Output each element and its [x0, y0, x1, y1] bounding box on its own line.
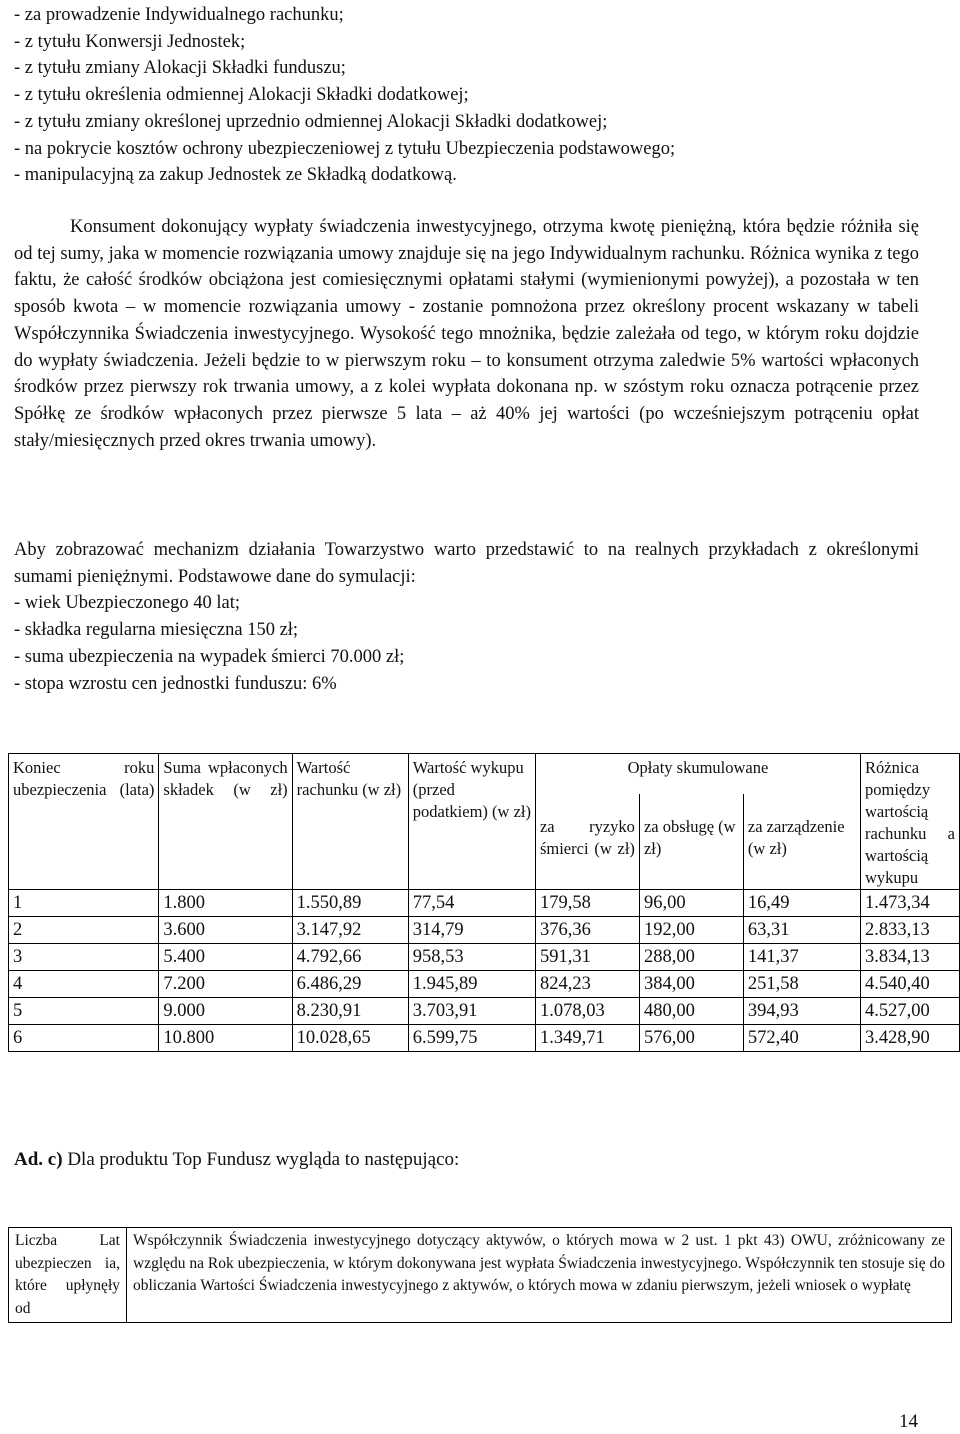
table-cell: 384,00 [639, 971, 743, 998]
list-item: - wiek Ubezpieczonego 40 lat; [14, 593, 241, 614]
table-cell: 251,58 [743, 971, 860, 998]
table-cell: 9.000 [159, 998, 292, 1025]
coefficient-table [8, 1227, 952, 1323]
table-cell: 8.230,91 [292, 998, 408, 1025]
table-cell: 591,31 [535, 944, 639, 971]
header-sum: Suma wpłaconych składek (w zł) [159, 754, 292, 890]
table-cell: 179,58 [535, 890, 639, 917]
table-cell: 3.703,91 [408, 998, 535, 1025]
table-cell: 824,23 [535, 971, 639, 998]
table-cell: 63,31 [743, 917, 860, 944]
table-cell: 1.800 [159, 890, 292, 917]
table-cell: 16,49 [743, 890, 860, 917]
table-row [9, 944, 960, 971]
table-cell: 572,40 [743, 1025, 860, 1052]
table-row [9, 998, 960, 1025]
table-cell: 4 [9, 971, 159, 998]
table-cell: 3.147,92 [292, 917, 408, 944]
section-heading-text: Dla produktu Top Fundusz wygląda to następująco: [62, 1149, 460, 1170]
table-row [9, 917, 960, 944]
header-fee-risk: za ryzyko śmierci (w zł) [535, 794, 639, 890]
table-cell: 2.833,13 [861, 917, 960, 944]
table-cell: 1.550,89 [292, 890, 408, 917]
table-cell: 6 [9, 1025, 159, 1052]
table-cell: 6.599,75 [408, 1025, 535, 1052]
section-heading [14, 1147, 459, 1173]
table-cell: 1 [9, 890, 159, 917]
list-item: - z tytułu zmiany Alokacji Składki funduszu; [14, 58, 346, 79]
table-cell: 376,36 [535, 917, 639, 944]
table-cell: 3.600 [159, 917, 292, 944]
simulation-intro: Aby zobrazować mechanizm działania Towarzystwo warto przedstawić to na realnych przykładach z określonymi sumami pieniężnymi. Podstawowe dane do symulacji: [14, 540, 919, 587]
list-item: - na pokrycie kosztów ochrony ubezpieczeniowej z tytułu Ubezpieczenia podstawowego; [14, 138, 676, 159]
page-number: 14 [899, 1411, 918, 1432]
table-cell: 394,93 [743, 998, 860, 1025]
table-cell: 3 [9, 944, 159, 971]
header-account: Wartość rachunku (w zł) [292, 754, 408, 890]
table-cell: 3.428,90 [861, 1025, 960, 1052]
table-cell: 5 [9, 998, 159, 1025]
header-fee-service: za obsługę (w zł) [639, 794, 743, 890]
fee-list [14, 2, 944, 189]
paragraph-withdrawal: Konsument dokonujący wypłaty świadczenia inwestycyjnego, otrzyma kwotę pieniężną, która będzie różniła się od tej sumy, jaka w momencie rozwiązania umowy znajduje się na jego Indywidualnym rachunku. Różnica wynika z tego faktu, że całość środków obciążona jest comiesięcznymi opłatami stałymi (wymienionymi powyżej), a pozostała w ten sposób kwota – w momencie rozwiązania umowy - zostanie pomnożona przez określony procent wskazany w tabeli Współczynnika Świadczenia inwestycyjnego. Wysokość tego mnożnika, będzie zależała od tego, w którym roku dojdzie do wypłaty świadczenia. Jeżeli będzie to w pierwszym roku – to konsument otrzyma zaledwie 5% wartości wpłaconych środków przez pierwszy rok trwania umowy, a z kolei wypłata dokonana np. w szóstym roku oznacza potrącenie przez Spółkę ze środków wpłaconych przez pierwsze 5 lata – aż 40% jej wartości (po wcześniejszym potrąceniu opłat stały/miesięcznych przed okres trwania umowy). [14, 217, 919, 451]
list-item: - manipulacyjną za zakup Jednostek ze Składką dodatkową. [14, 165, 457, 186]
simulation-table [8, 753, 960, 1052]
table-cell: 1.473,34 [861, 890, 960, 917]
header-year: Koniec roku ubezpieczenia (lata) [9, 754, 159, 890]
list-item: - za prowadzenie Indywidualnego rachunku; [14, 5, 344, 25]
table-cell: 192,00 [639, 917, 743, 944]
table-row [9, 890, 960, 917]
table-cell: 10.028,65 [292, 1025, 408, 1052]
table-cell: 3.834,13 [861, 944, 960, 971]
table-cell: 314,79 [408, 917, 535, 944]
table-cell: 141,37 [743, 944, 860, 971]
header-years-elapsed: Liczba Lat ubezpieczen ia, które upłynęły od [9, 1228, 127, 1323]
list-item: - składka regularna miesięczna 150 zł; [14, 620, 299, 641]
table-cell: 4.540,40 [861, 971, 960, 998]
table-cell: 1.078,03 [535, 998, 639, 1025]
table-cell: 4.792,66 [292, 944, 408, 971]
table-cell: 1.945,89 [408, 971, 535, 998]
table-cell: 576,00 [639, 1025, 743, 1052]
table-cell: 4.527,00 [861, 998, 960, 1025]
table-cell: 6.486,29 [292, 971, 408, 998]
list-item: - stopa wzrostu cen jednostki funduszu: 6% [14, 673, 337, 694]
table-cell: 958,53 [408, 944, 535, 971]
header-fee-mgmt: za zarządzenie (w zł) [743, 794, 860, 890]
table-row [9, 1025, 960, 1052]
header-coefficient-description: Współczynnik Świadczenia inwestycyjnego dotyczący aktywów, o których mowa w 2 ust. 1 pkt 43) OWU, zróżnicowany ze względu na Rok ubezpieczenia, w którym dokonywana jest wypłata Świadczenia inwestycyjnego. Współczynnik ten stosuje się do obliczania Wartości Świadczenia inwestycyjnego z aktywów, o których mowa w zdaniu pierwszym, jeżeli wniosek o wypłatę [127, 1228, 952, 1323]
table-cell: 77,54 [408, 890, 535, 917]
table-cell: 5.400 [159, 944, 292, 971]
table-row [9, 971, 960, 998]
paragraph-simulation [14, 537, 919, 697]
list-item: - suma ubezpieczenia na wypadek śmierci 70.000 zł; [14, 646, 405, 667]
table-cell: 1.349,71 [535, 1025, 639, 1052]
list-item: - z tytułu określenia odmiennej Alokacji Składki dodatkowej; [14, 85, 469, 106]
list-item: - z tytułu zmiany określonej uprzednio odmiennej Alokacji Składki dodatkowej; [14, 111, 608, 132]
header-buyout: Wartość wykupu (przed podatkiem) (w zł) [408, 754, 535, 890]
header-fees-group: Opłaty skumulowane [535, 754, 860, 794]
table-row [9, 1228, 952, 1323]
table-cell: 288,00 [639, 944, 743, 971]
table-cell: 96,00 [639, 890, 743, 917]
table-cell: 480,00 [639, 998, 743, 1025]
table-cell: 2 [9, 917, 159, 944]
list-item: - z tytułu Konwersji Jednostek; [14, 31, 246, 52]
section-heading-label: Ad. c) [14, 1149, 63, 1170]
header-diff: Różnica pomiędzy wartością rachunku a wartością wykupu [861, 754, 960, 890]
table-cell: 7.200 [159, 971, 292, 998]
table-cell: 10.800 [159, 1025, 292, 1052]
